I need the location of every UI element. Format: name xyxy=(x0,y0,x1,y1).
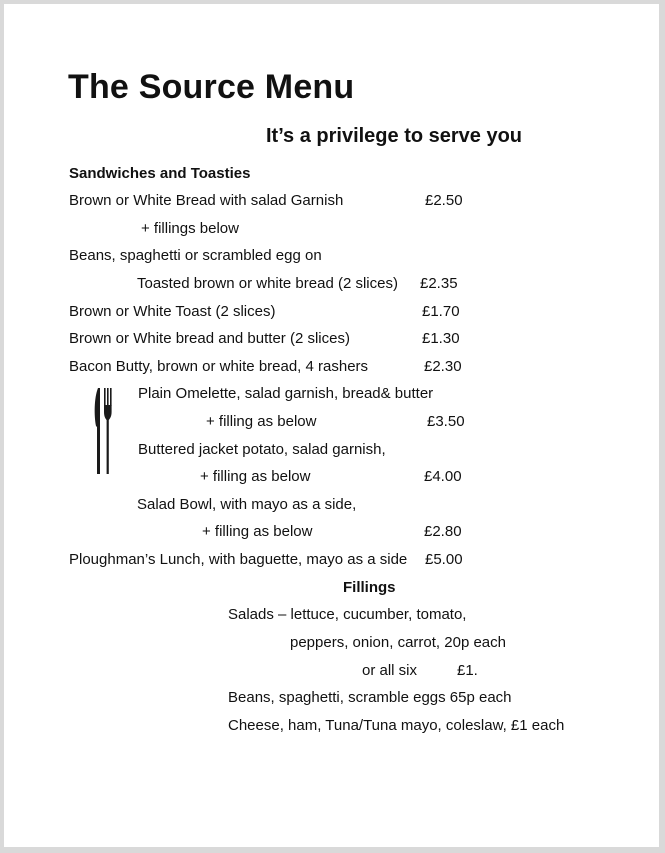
menu-item-text: Ploughman’s Lunch, with baguette, mayo as a side xyxy=(69,551,408,568)
menu-item-price: £1.30 xyxy=(422,330,460,347)
menu-item-text: Bacon Butty, brown or white bread, 4 rashers xyxy=(69,358,369,375)
fillings-line: peppers, onion, carrot, 20p each xyxy=(290,634,506,651)
menu-item-price: £1.70 xyxy=(422,303,460,320)
menu-item-text: Plain Omelette, salad garnish, bread& butter xyxy=(138,385,434,402)
menu-page xyxy=(4,4,659,847)
menu-item-text: Salad Bowl, with mayo as a side, xyxy=(137,496,357,513)
fillings-line: Salads – lettuce, cucumber, tomato, xyxy=(228,606,467,623)
menu-item-price: £2.30 xyxy=(424,358,462,375)
menu-item-price: £2.80 xyxy=(424,523,462,540)
menu-item-text: + filling as below xyxy=(206,413,317,430)
fillings-line: or all six xyxy=(362,662,418,679)
menu-item-text: + filling as below xyxy=(200,468,311,485)
menu-item-price: £2.50 xyxy=(425,192,463,209)
menu-item-text: Toasted brown or white bread (2 slices) xyxy=(137,275,398,292)
fork-knife-icon xyxy=(94,386,114,476)
menu-item-text: Beans, spaghetti or scrambled egg on xyxy=(69,247,322,264)
section-heading: Sandwiches and Toasties xyxy=(69,165,251,182)
menu-item-text: Brown or White Toast (2 slices) xyxy=(69,303,276,320)
page-title: The Source Menu xyxy=(68,68,355,106)
menu-item-text: Brown or White bread and butter (2 slices) xyxy=(69,330,350,347)
menu-item-text: Buttered jacket potato, salad garnish, xyxy=(138,441,386,458)
menu-item-price: £4.00 xyxy=(424,468,462,485)
menu-item-text: + filling as below xyxy=(202,523,313,540)
menu-item-text: Brown or White Bread with salad Garnish xyxy=(69,192,344,209)
menu-item-price: £5.00 xyxy=(425,551,463,568)
fillings-price: £1. xyxy=(457,662,478,679)
fillings-line: Cheese, ham, Tuna/Tuna mayo, coleslaw, £1 each xyxy=(228,717,565,734)
menu-item-price: £2.35 xyxy=(420,275,458,292)
page-subtitle: It’s a privilege to serve you xyxy=(266,125,523,147)
fillings-heading: Fillings xyxy=(343,579,396,596)
fillings-line: Beans, spaghetti, scramble eggs 65p each xyxy=(228,689,512,706)
menu-item-text: + fillings below xyxy=(141,220,239,237)
menu-item-price: £3.50 xyxy=(427,413,465,430)
